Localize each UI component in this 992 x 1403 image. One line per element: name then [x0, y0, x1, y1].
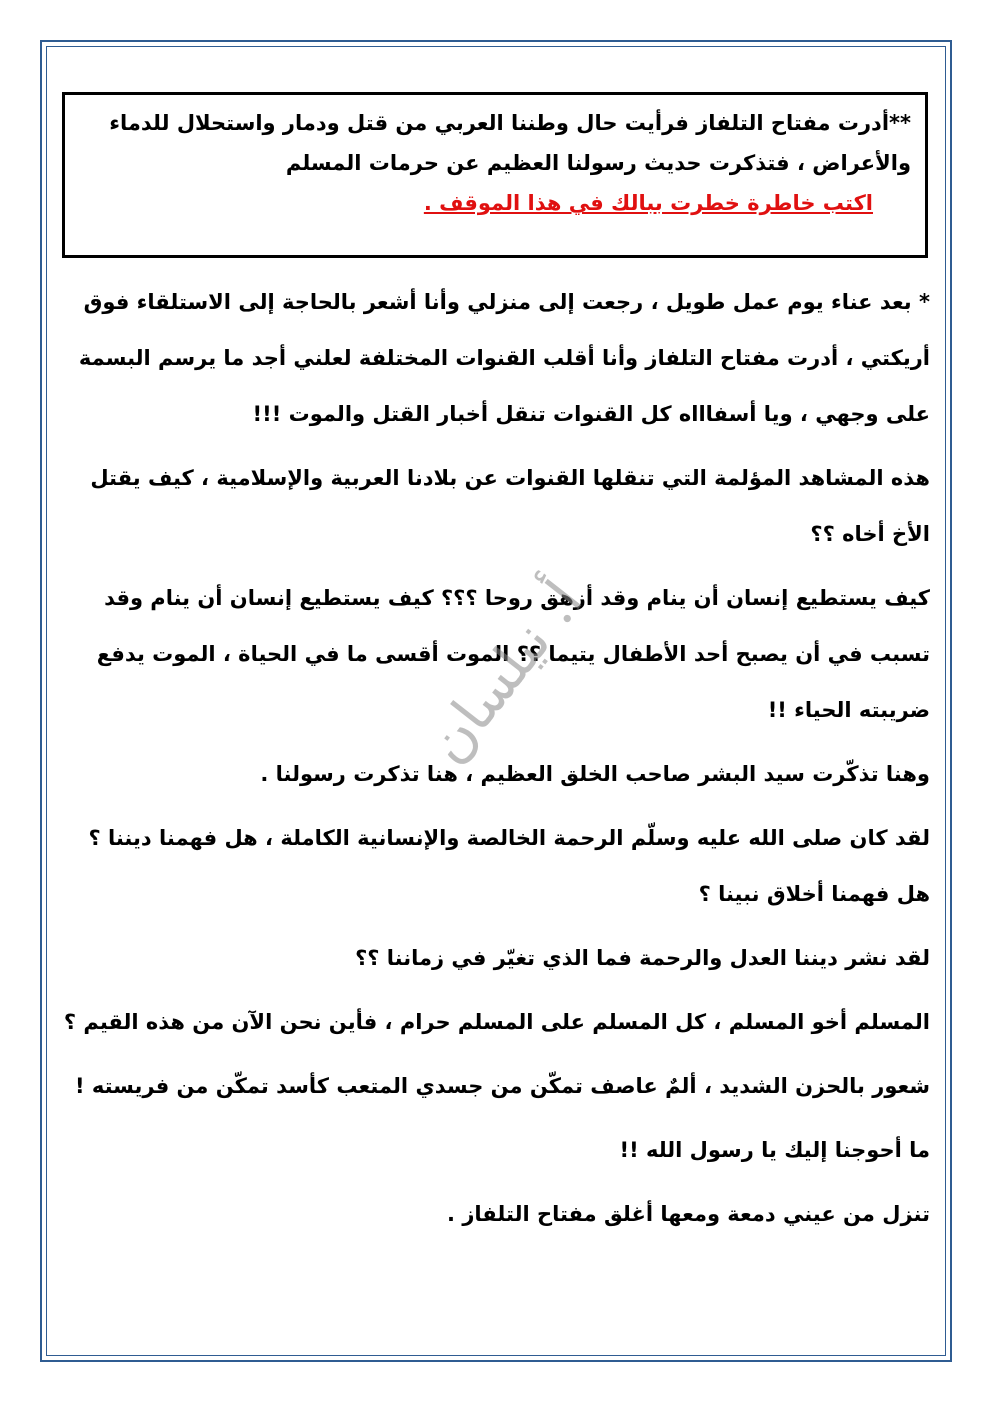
paragraph-line: كيف يستطيع إنسان أن ينام وقد أزهق روحا ؟؟؟ كيف يستطيع إنسان أن ينام وقد: [104, 586, 930, 610]
task-box: [62, 92, 928, 258]
paragraph-line: أريكتي ، أدرت مفتاح التلفاز وأنا أقلب القنوات المختلفة لعلني أجد ما يرسم البسمة: [78, 346, 930, 370]
paragraph: [62, 274, 930, 442]
paragraph-line: الأخ أخاه ؟؟: [810, 522, 930, 546]
paragraph: [62, 810, 930, 922]
paragraph-line: وهنا تذكّرت سيد البشر صاحب الخلق العظيم ، هنا تذكرت رسولنا .: [260, 762, 930, 786]
paragraph: [62, 994, 930, 1050]
paragraph-line: ما أحوجنا إليك يا رسول الله !!: [619, 1138, 930, 1162]
paragraph-line: تنزل من عيني دمعة ومعها أغلق مفتاح التلفاز .: [447, 1202, 930, 1226]
watermark: أ. نيلسان: [414, 569, 596, 776]
paragraph-line: شعور بالحزن الشديد ، ألمٌ عاصف تمكّن من جسدي المتعب كأسد تمكّن من فريسته !: [74, 1074, 930, 1098]
paragraph-line: لقد كان صلى الله عليه وسلّم الرحمة الخالصة والإنسانية الكاملة ، هل فهمنا ديننا ؟: [88, 826, 930, 850]
paragraph-line: * بعد عناء يوم عمل طويل ، رجعت إلى منزلي وأنا أشعر بالحاجة إلى الاستلقاء فوق: [83, 290, 930, 314]
paragraph: [62, 1058, 930, 1114]
paragraph-line: المسلم أخو المسلم ، كل المسلم على المسلم حرام ، فأين نحن الآن من هذه القيم ؟: [63, 1010, 930, 1034]
paragraph-line: لقد نشر ديننا العدل والرحمة فما الذي تغيّر في زماننا ؟؟: [355, 946, 930, 970]
paragraph: [62, 746, 930, 802]
paragraph-line: على وجهي ، ويا أسفاااه كل القنوات تنقل أخبار القتل والموت !!!: [252, 402, 930, 426]
task-line: والأعراض ، فتذكرت حديث رسولنا العظيم عن حرمات المسلم: [285, 151, 911, 175]
paragraph: [62, 930, 930, 986]
paragraph: [62, 1122, 930, 1178]
paragraph: [62, 450, 930, 562]
paragraph-line: هذه المشاهد المؤلمة التي تنقلها القنوات عن بلادنا العربية والإسلامية ، كيف يقتل: [90, 466, 930, 490]
task-line: **أدرت مفتاح التلفاز فرأيت حال وطننا العربي من قتل ودمار واستحلال للدماء: [109, 111, 911, 135]
paragraph: [62, 1186, 930, 1242]
paragraph-line: تسبب في أن يصبح أحد الأطفال يتيما ؟؟ الموت أقسى ما في الحياة ، الموت يدفع: [96, 642, 930, 666]
task-prompt: اكتب خاطرة خطرت ببالك في هذا الموقف .: [423, 191, 873, 215]
paragraph-line: هل فهمنا أخلاق نبينا ؟: [698, 882, 930, 906]
paragraph-line: ضريبته الحياء !!: [767, 698, 930, 722]
